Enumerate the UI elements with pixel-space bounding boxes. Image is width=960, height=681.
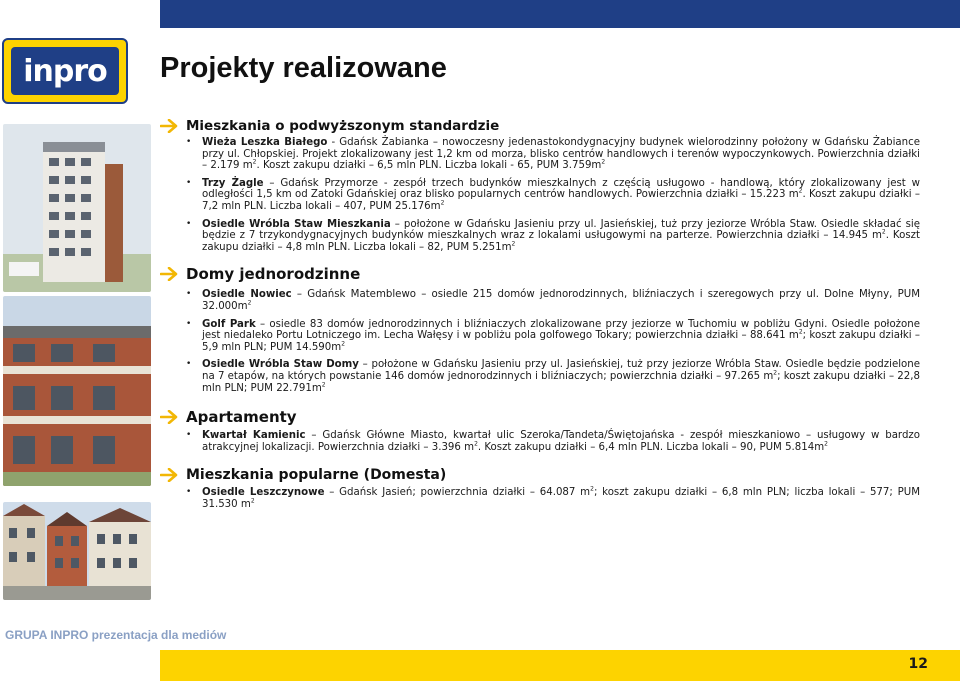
- section-header: [160, 467, 920, 483]
- list-item: [184, 137, 920, 172]
- superscript: 2: [881, 228, 886, 236]
- section-title: Apartamenty: [186, 408, 297, 427]
- list-item: [184, 487, 920, 510]
- superscript: 2: [247, 299, 252, 307]
- section-domesta: [160, 467, 920, 510]
- superscript: 2: [321, 381, 326, 389]
- item-name: Osiedle Wróbla Staw Mieszkania: [202, 218, 391, 230]
- section-header: [160, 118, 920, 134]
- item-text: - Gdańsk Żabianka – nowoczesny jedenastokondygnacyjny budynek wielorodzinny położony w Gdańsku Żabiance przy ul. Chłopskiej. Projekt zlokalizowany jest 1,2 km od morza, blisko centrów handlowych i terenów wypoczynkowych. Powierzchnia działki – 2.179 m: [202, 137, 920, 172]
- section-header: [160, 265, 920, 283]
- list-item: [184, 219, 920, 254]
- superscript: 2: [474, 440, 478, 448]
- arrow-right-icon: [160, 267, 178, 281]
- bullet-icon: •: [186, 318, 192, 329]
- logo-text: inpro: [11, 47, 119, 95]
- superscript: 2: [511, 240, 516, 248]
- bullet-icon: •: [186, 218, 192, 229]
- superscript: 2: [440, 199, 445, 207]
- list-item: [184, 289, 920, 312]
- terraced-houses-photo: [3, 296, 151, 486]
- footer-caption: GRUPA INPRO prezentacja dla mediów: [5, 628, 227, 642]
- header-bar: [160, 0, 960, 28]
- arrow-right-icon: [160, 468, 178, 482]
- superscript: 2: [798, 187, 803, 195]
- item-text: – Gdańsk Jasień; powierzchnia działki – 64.087 m: [324, 487, 591, 499]
- bullet-icon: •: [186, 359, 192, 370]
- item-text: . Koszt zakupu działki – 6,5 mln PLN. Liczba lokali - 65, PUM 3.759m: [256, 160, 602, 172]
- footer-bar: [160, 650, 960, 681]
- arrow-right-icon: [160, 410, 178, 424]
- bullet-icon: •: [186, 289, 192, 300]
- superscript: 2: [590, 485, 594, 493]
- bullet-icon: •: [186, 487, 192, 498]
- item-name: Trzy Żagle: [202, 177, 264, 189]
- page-number: 12: [908, 656, 928, 672]
- item-text: . Koszt zakupu działki – 7,2 mln PLN. Liczba lokali – 407, PUM 25.176m: [202, 189, 920, 212]
- list-item: [184, 178, 920, 213]
- bullet-icon: •: [186, 137, 192, 147]
- item-name: Golf Park: [202, 318, 256, 330]
- item-name: Wieża Leszka Białego: [202, 137, 328, 148]
- item-text: – Gdańsk Główne Miasto, kwartał ulic Szeroka/Tandeta/Świętojańska - zespół mieszkaniowo – usługowy w bardzo atrakcyjnej lokalizacji. Powierzchnia działki – 3.396 m: [202, 430, 920, 453]
- item-name: Osiedle Nowiec: [202, 289, 292, 301]
- list-item: [184, 359, 920, 394]
- superscript: 2: [252, 158, 257, 166]
- section-title: Domy jednorodzinne: [186, 265, 361, 284]
- page-title: Projekty realizowane: [160, 52, 447, 84]
- superscript: 2: [250, 497, 255, 505]
- item-list: [160, 430, 920, 453]
- item-name: Osiedle Leszczynowe: [202, 487, 325, 499]
- item-text: – osiedle 83 domów jednorodzinnych i bliźniaczych zlokalizowane przy jeziorze w Tuchomiu w pobliżu Gdyni. Osiedle położone jest niedaleko Portu Lotniczego im. Lecha Wałęsy i w pobliżu pola golfowego Tokary; powierzchnia działki – 88.641 m: [202, 318, 920, 342]
- section-header: [160, 408, 920, 426]
- item-text: – Gdańsk Przymorze - zespół trzech budynków mieszkalnych z częścią usługowo - handlową, który zlokalizowany jest w odległości 1,5 km od Zatoki Gdańskiej oraz blisko popularnych centrów handlowych. Powierzchnia działki – 15.223 m: [202, 177, 920, 201]
- inpro-logo: [2, 38, 128, 104]
- section-houses: [160, 265, 920, 394]
- section-title: Mieszkania popularne (Domesta): [186, 467, 447, 484]
- list-item: [184, 319, 920, 354]
- item-list: [160, 487, 920, 510]
- bullet-icon: •: [186, 430, 192, 441]
- content: [160, 118, 920, 510]
- tower-building-photo: [3, 124, 151, 292]
- item-text: . Koszt zakupu działki – 4,8 mln PLN. Liczba lokali – 82, PUM 5.251m: [202, 230, 920, 253]
- superscript: 2: [601, 158, 606, 166]
- arrow-right-icon: [160, 119, 178, 133]
- item-text: . Koszt zakupu działki – 6,4 mln PLN. Liczba lokali – 90, PUM 5.814m: [477, 441, 825, 453]
- item-name: Osiedle Wróbla Staw Domy: [202, 359, 359, 371]
- superscript: 2: [773, 369, 778, 377]
- item-text: – Gdańsk Matemblewo – osiedle 215 domów jednorodzinnych, bliźniaczych i szeregowych przy ul. Dolne Młyny, PUM 32.000m: [202, 289, 920, 312]
- item-list: [160, 137, 920, 253]
- superscript: 2: [341, 340, 346, 348]
- item-name: Kwartał Kamienic: [202, 430, 306, 442]
- section-apartments-premium: [160, 118, 920, 253]
- list-item: [184, 430, 920, 453]
- bullet-icon: •: [186, 177, 192, 188]
- item-text: – położone w Gdańsku Jasieniu przy ul. Jasieńskiej, tuż przy jeziorze Wróbla Staw. Osiedle składać się będzie z 7 trzykondygnacyjnych budynków mieszkalnych wraz z lokalami usługowymi na parterze. Powierzchnia działki – 14.945 m: [202, 218, 921, 242]
- item-text: ; koszt zakupu działki – 22,8 mln PLN; PUM 22.791m: [202, 370, 920, 394]
- item-text: ; koszt zakupu działki – 5,9 mln PLN; PUM 14.590m: [202, 330, 920, 353]
- section-title: Mieszkania o podwyższonym standardzie: [186, 118, 500, 134]
- item-text: – położone w Gdańsku Jasieniu przy ul. Jasieńskiej, tuż przy jeziorze Wróbla Staw. Osiedle będzie podzielone na 7 etapów, na których powstanie 146 domów jednorodzinnych i bliźniaczych; powierzchnia działki – 97.265 m: [202, 359, 920, 382]
- item-list: [160, 289, 920, 394]
- superscript: 2: [824, 440, 828, 448]
- item-text: ; koszt zakupu działki – 6,8 mln PLN; liczba lokali – 577; PUM 31.530 m: [202, 487, 920, 510]
- housing-estate-photo: [3, 502, 151, 600]
- superscript: 2: [798, 328, 803, 336]
- section-apartamenty: [160, 408, 920, 453]
